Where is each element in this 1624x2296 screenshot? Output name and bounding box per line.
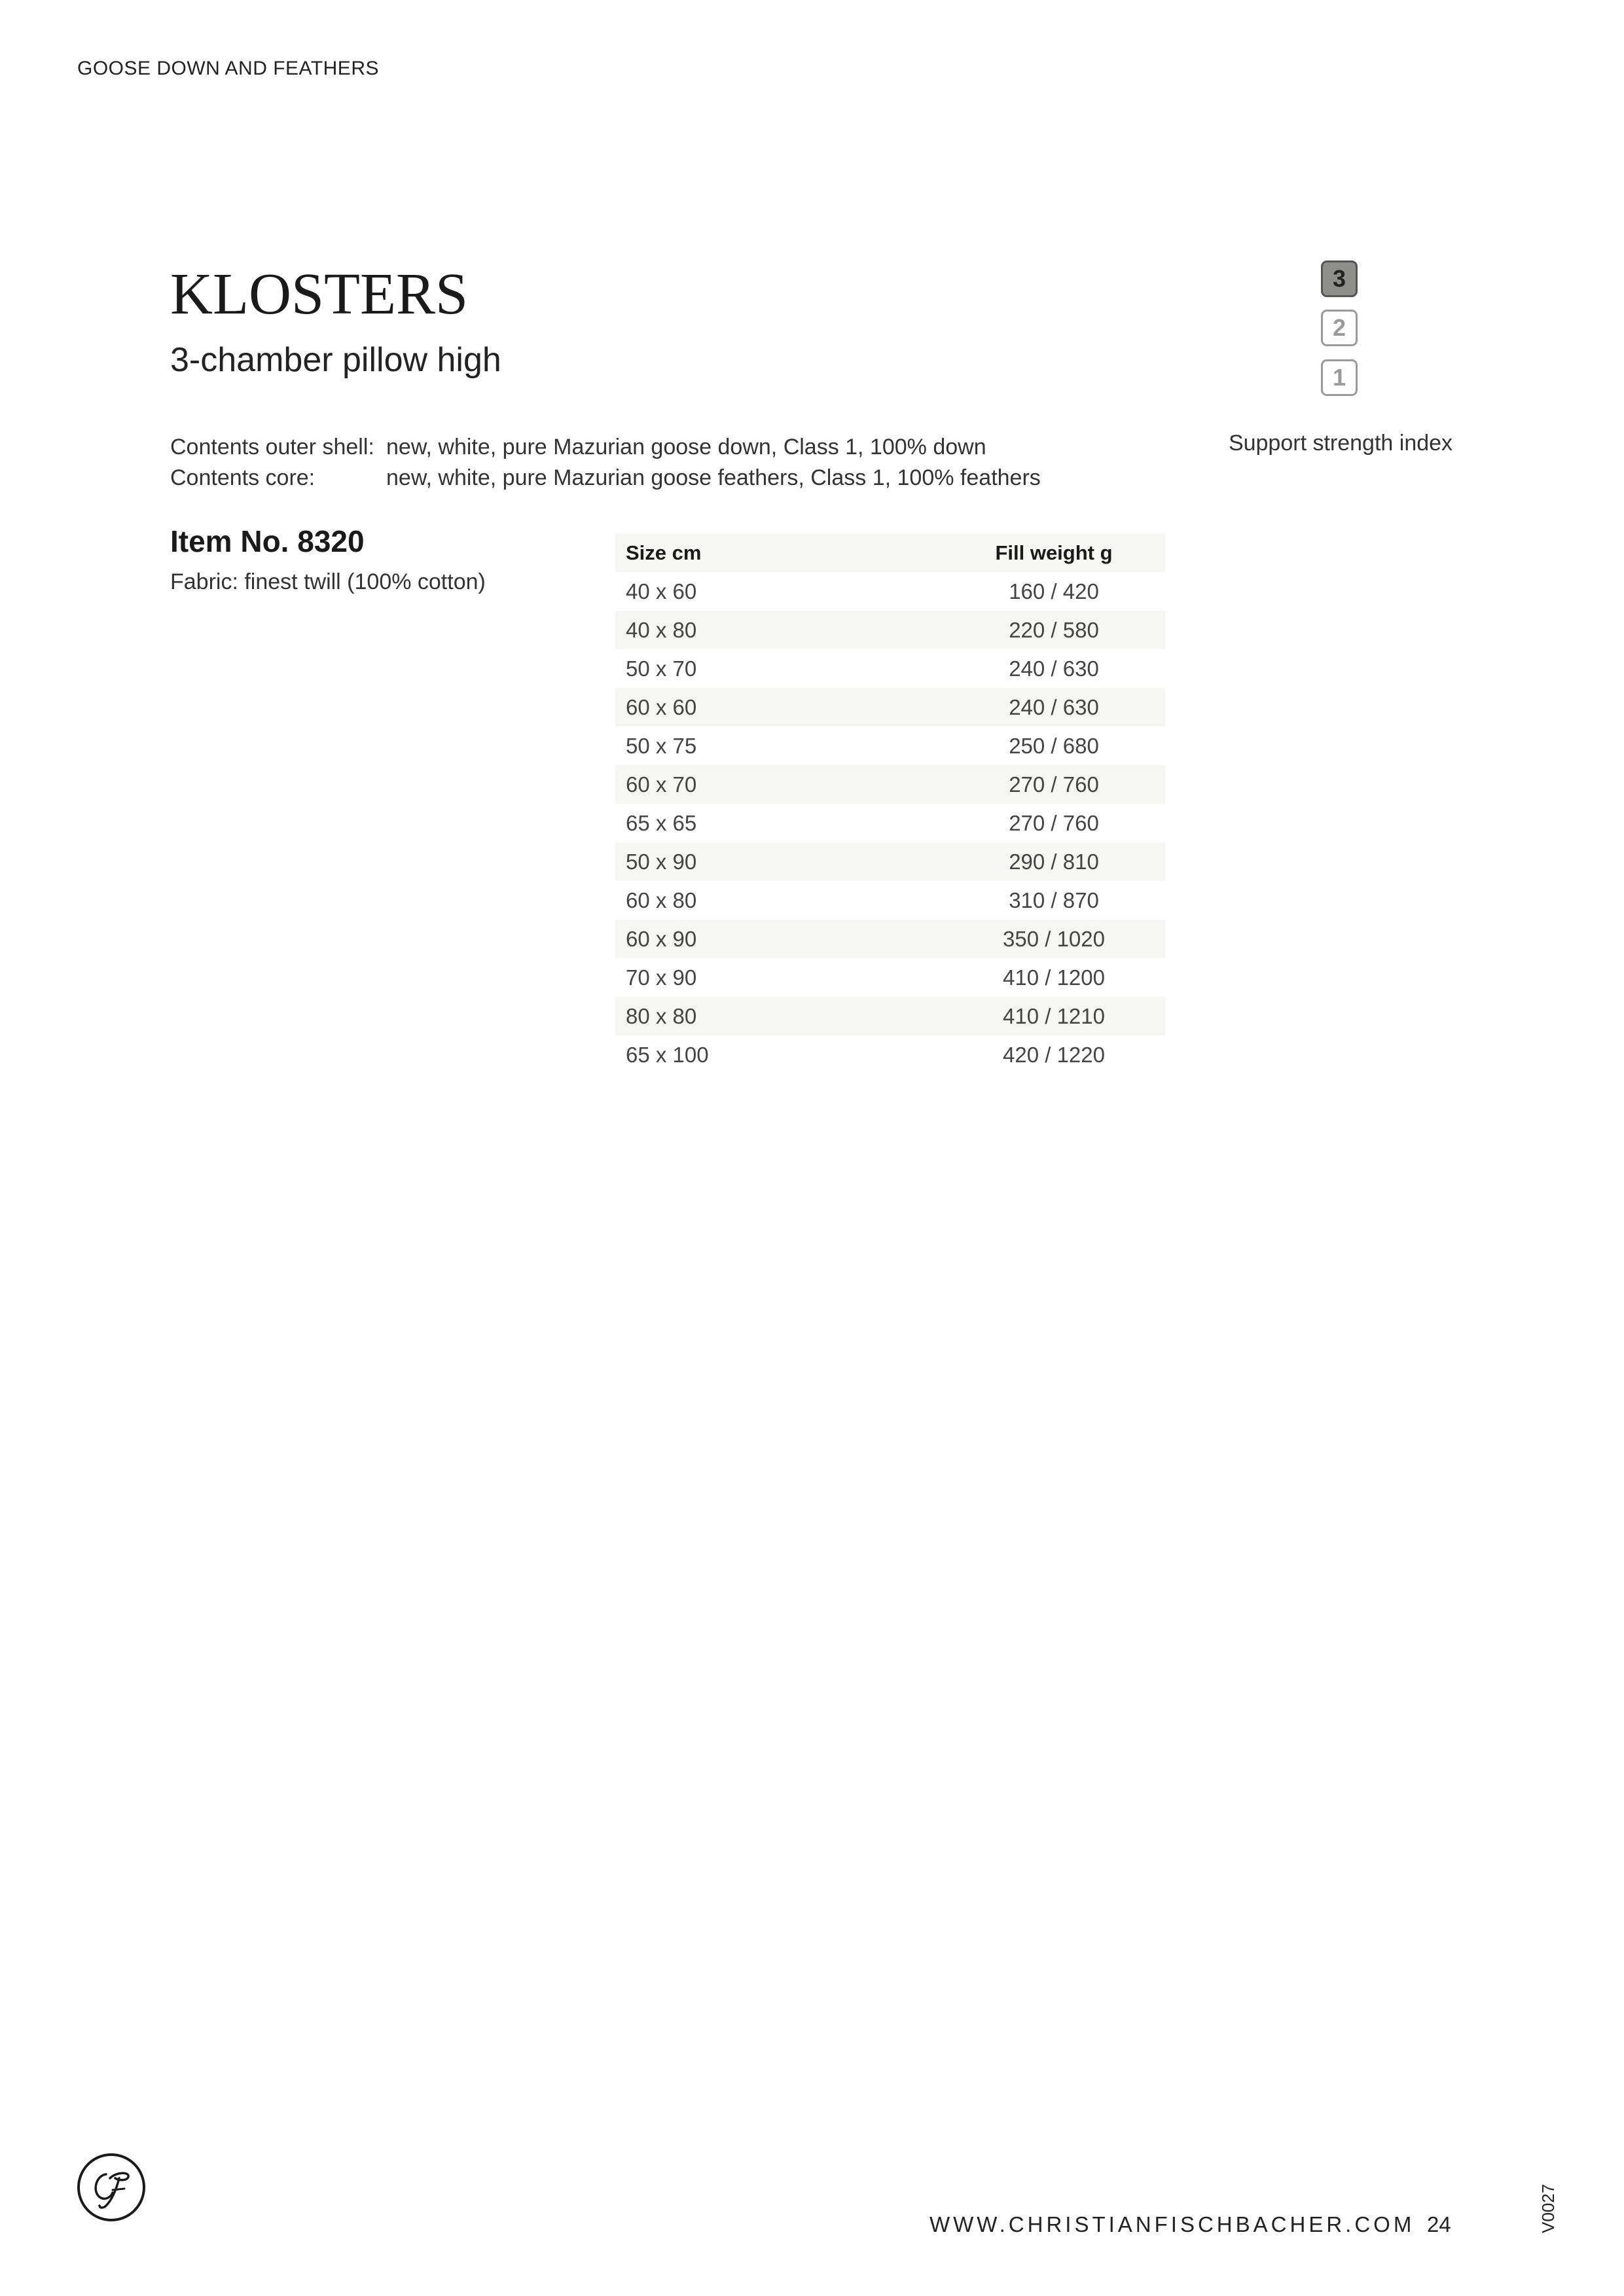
contents-value: new, white, pure Mazurian goose feathers, Class 1, 100% feathers [386, 465, 1041, 490]
support-level-1-badge: 1 [1321, 359, 1358, 396]
table-header-row [615, 533, 1165, 572]
product-subtitle: 3-chamber pillow high [170, 341, 501, 379]
support-level-3-badge: 3 [1321, 260, 1358, 297]
cell-fill-weight: 410 / 1210 [1003, 1003, 1105, 1028]
cell-fill-weight: 410 / 1200 [1003, 965, 1105, 990]
cell-size: 60 x 70 [626, 772, 697, 797]
header-size: Size cm [626, 541, 702, 564]
version-code: V0027 [1538, 2183, 1558, 2233]
section-label: GOOSE DOWN AND FEATHERS [77, 58, 379, 79]
cf-monogram-logo-icon [76, 2152, 147, 2223]
cell-size: 50 x 70 [626, 656, 697, 681]
cell-size: 60 x 90 [626, 926, 697, 951]
contents-value: new, white, pure Mazurian goose down, Class 1, 100% down [386, 435, 986, 459]
cell-fill-weight: 240 / 630 [1009, 656, 1099, 681]
cell-size: 70 x 90 [626, 965, 697, 990]
table-row [615, 1035, 1165, 1074]
size-weight-table [615, 533, 1165, 1074]
support-level-2-badge: 2 [1321, 310, 1358, 346]
table-row [615, 997, 1165, 1035]
table-row [615, 649, 1165, 688]
cell-fill-weight: 310 / 870 [1009, 888, 1099, 912]
contents-label: Contents outer shell: [170, 435, 374, 459]
table-row [615, 726, 1165, 765]
cell-fill-weight: 290 / 810 [1009, 849, 1099, 874]
cell-size: 60 x 60 [626, 694, 697, 719]
cell-fill-weight: 270 / 760 [1009, 810, 1099, 835]
table-row [615, 611, 1165, 649]
cell-fill-weight: 220 / 580 [1009, 617, 1099, 642]
table-row [615, 958, 1165, 997]
table-row [615, 842, 1165, 881]
table-row [615, 572, 1165, 611]
cell-fill-weight: 250 / 680 [1009, 733, 1099, 758]
page-number: 24 [1427, 2212, 1451, 2236]
contents-label: Contents core: [170, 465, 316, 490]
product-title: KLOSTERS [170, 262, 469, 327]
cell-fill-weight: 420 / 1220 [1003, 1042, 1105, 1067]
cell-size: 50 x 75 [626, 733, 697, 758]
cell-size: 50 x 90 [626, 849, 697, 874]
header-fill-weight: Fill weight g [995, 541, 1113, 564]
table-body [615, 572, 1165, 1074]
contents-list [170, 432, 1041, 493]
cell-size: 60 x 80 [626, 888, 697, 912]
cell-fill-weight: 160 / 420 [1009, 579, 1099, 603]
cell-fill-weight: 240 / 630 [1009, 694, 1099, 719]
website-link[interactable]: WWW.CHRISTIANFISCHBACHER.COM [929, 2212, 1415, 2236]
table-row [615, 881, 1165, 920]
cell-fill-weight: 350 / 1020 [1003, 926, 1105, 951]
contents-row-outer-shell [170, 432, 1041, 463]
item-number: Item No. 8320 [170, 524, 365, 558]
fabric-description: Fabric: finest twill (100% cotton) [170, 569, 486, 594]
support-index-label: Support strength index [1228, 431, 1453, 456]
cell-size: 65 x 100 [626, 1042, 709, 1067]
contents-row-core [170, 463, 1041, 493]
cell-fill-weight: 270 / 760 [1009, 772, 1099, 797]
table-row [615, 765, 1165, 804]
cell-size: 65 x 65 [626, 810, 697, 835]
cell-size: 40 x 60 [626, 579, 697, 603]
table-row [615, 804, 1165, 842]
table-row [615, 688, 1165, 726]
cell-size: 40 x 80 [626, 617, 697, 642]
cell-size: 80 x 80 [626, 1003, 697, 1028]
table-row [615, 920, 1165, 958]
